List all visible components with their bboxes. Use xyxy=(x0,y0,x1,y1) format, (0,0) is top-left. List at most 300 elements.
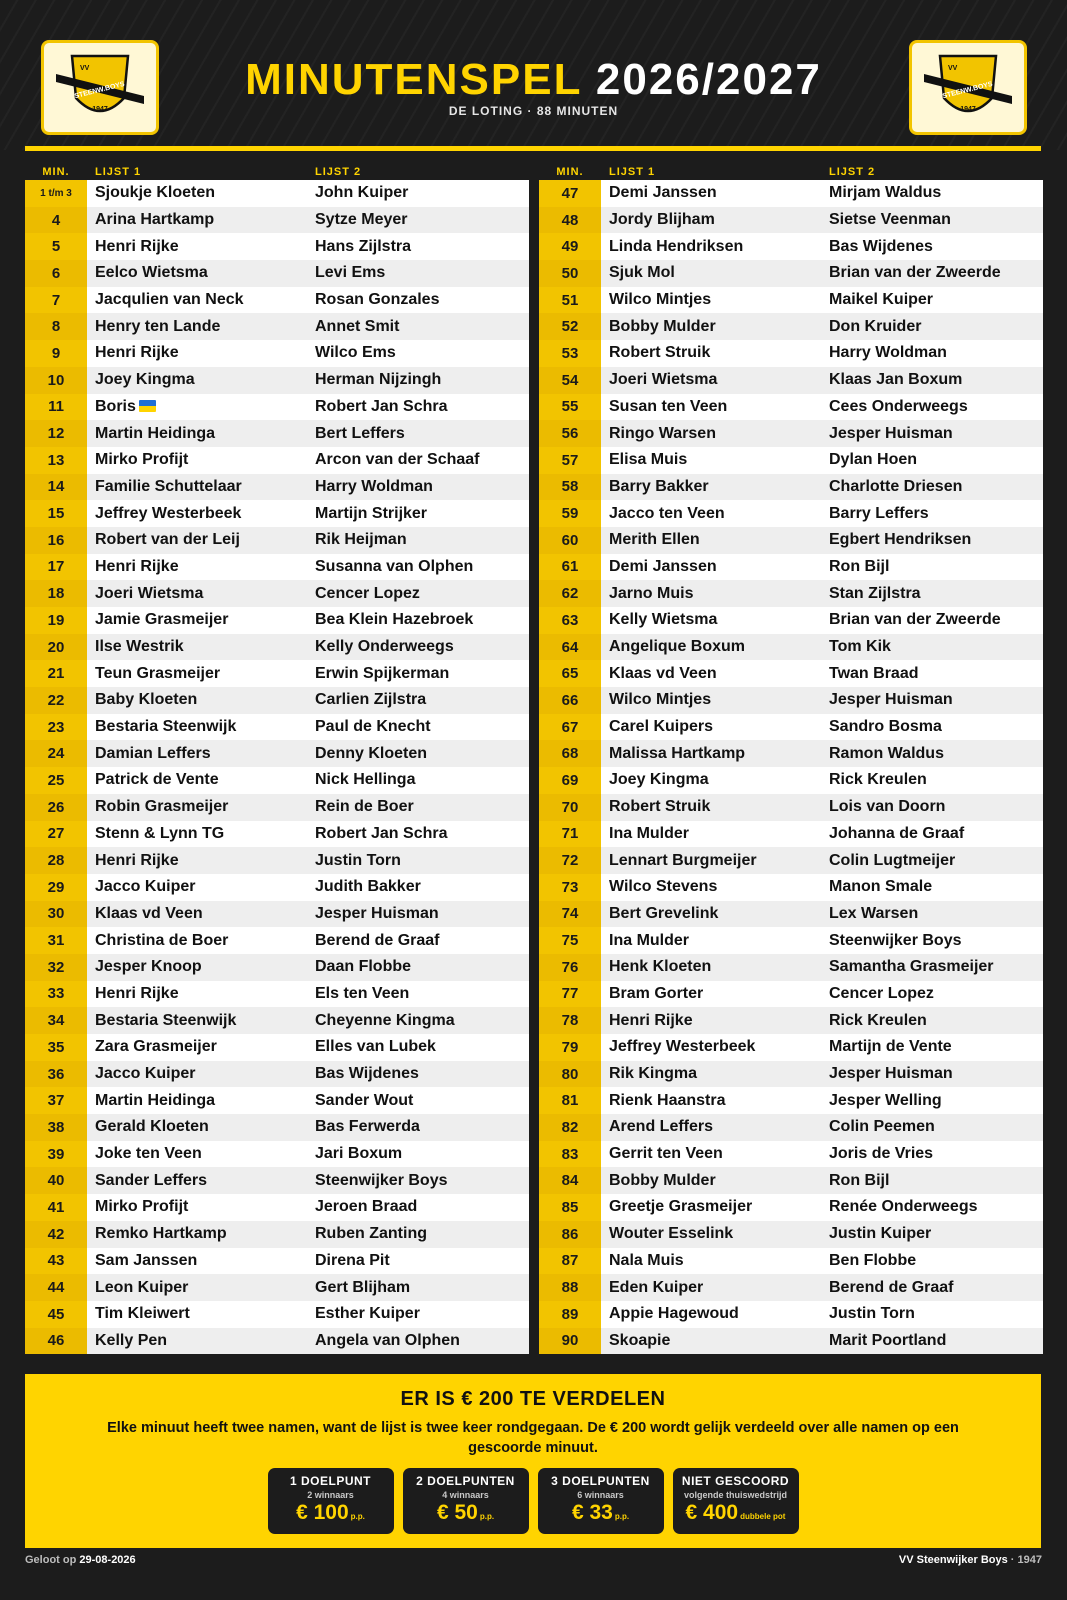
list1-name-text: Jarno Muis xyxy=(609,584,694,602)
prize-card-amount-wrap xyxy=(538,1501,664,1525)
list1-name xyxy=(87,318,307,336)
minute-cell: 45 xyxy=(25,1301,87,1328)
list1-name xyxy=(87,985,307,1003)
list1-name-text: Henry ten Lande xyxy=(95,317,221,335)
list2-name: Rick Kreulen xyxy=(829,771,927,789)
minute-cell: 27 xyxy=(25,821,87,848)
minute-cell: 6 xyxy=(25,260,87,287)
minute-cell: 32 xyxy=(25,954,87,981)
list1-name-text: Lennart Burgmeijer xyxy=(609,851,757,869)
table-row xyxy=(539,1007,1043,1034)
list2-name: Justin Torn xyxy=(829,1305,915,1323)
list2-name: Angela van Olphen xyxy=(315,1331,460,1349)
table-row xyxy=(25,1301,529,1328)
table-row xyxy=(25,207,529,234)
list2-name: Sietse Veenman xyxy=(829,211,951,229)
minute-cell: 90 xyxy=(539,1328,601,1355)
svg-text:1947: 1947 xyxy=(960,105,976,113)
list2-name: Brian van der Zweerde xyxy=(829,611,1001,629)
minute-cell: 89 xyxy=(539,1301,601,1328)
list1-name-text: Robert Struik xyxy=(609,798,711,816)
minute-cell: 39 xyxy=(25,1141,87,1168)
list2-name: Charlotte Driesen xyxy=(829,477,963,495)
list1-name-text: Henri Rijke xyxy=(95,237,179,255)
list1-name-text: Baby Kloeten xyxy=(95,691,198,709)
list1-name xyxy=(87,291,307,309)
list1-name xyxy=(601,958,821,976)
table-row xyxy=(539,1301,1043,1328)
list2-name: Gert Blijham xyxy=(315,1278,411,1296)
list2-name: Jesper Welling xyxy=(829,1091,942,1109)
list1-name xyxy=(601,184,821,202)
minute-cell: 54 xyxy=(539,367,601,394)
list1-name-text: Tim Kleiwert xyxy=(95,1305,190,1323)
list1-name xyxy=(87,825,307,843)
list1-name xyxy=(601,425,821,443)
list1-name xyxy=(87,425,307,443)
list2-name: Lois van Doorn xyxy=(829,798,946,816)
list2-name: Susanna van Olphen xyxy=(315,557,474,575)
list1-name xyxy=(87,718,307,736)
table-row xyxy=(25,927,529,954)
list1-name-text: Jacqulien van Neck xyxy=(95,291,244,309)
table-row xyxy=(539,634,1043,661)
list1-name xyxy=(87,344,307,362)
list2-name: Jesper Huisman xyxy=(315,904,439,922)
table-row xyxy=(539,660,1043,687)
list1-name-text: Nala Muis xyxy=(609,1251,684,1269)
prize-text: Elke minuut heeft twee namen, want de lijst is twee keer rondgegaan. De € 200 wordt gelijk verdeeld over alle namen op een gescoorde minuut. xyxy=(107,1420,959,1456)
table-row xyxy=(539,554,1043,581)
club-logo-right xyxy=(909,40,1027,135)
list1-name xyxy=(87,1012,307,1030)
list1-name xyxy=(601,691,821,709)
prize-card-note: p.p. xyxy=(614,1512,630,1521)
list1-name xyxy=(87,1305,307,1323)
list1-name xyxy=(601,1065,821,1083)
list1-name-text: Ina Mulder xyxy=(609,824,690,842)
list1-name xyxy=(87,1092,307,1110)
minute-cell: 56 xyxy=(539,420,601,447)
list1-name xyxy=(87,264,307,282)
minute-cell: 51 xyxy=(539,287,601,314)
list1-name-text: Damian Leffers xyxy=(95,744,211,762)
table-body xyxy=(539,180,1043,1356)
list1-name-text: Joeri Wietsma xyxy=(609,371,718,389)
table-row xyxy=(539,580,1043,607)
list2-name: Stan Zijlstra xyxy=(829,584,921,602)
minute-cell: 50 xyxy=(539,260,601,287)
header-list1: LIJST 1 xyxy=(95,166,142,178)
minute-cell: 70 xyxy=(539,794,601,821)
table-row xyxy=(25,580,529,607)
table-row xyxy=(539,714,1043,741)
table-row xyxy=(539,1141,1043,1168)
table-row xyxy=(539,420,1043,447)
list1-name-text: Kelly Pen xyxy=(95,1331,168,1349)
table-row xyxy=(25,287,529,314)
table-row xyxy=(539,901,1043,928)
list2-name: Els ten Veen xyxy=(315,984,410,1002)
list1-name xyxy=(601,1118,821,1136)
minute-cell: 59 xyxy=(539,500,601,527)
list1-name-text: Skoapie xyxy=(609,1331,671,1349)
table-row xyxy=(25,554,529,581)
title-season: 2026/2027 xyxy=(595,55,822,104)
minute-cell: 37 xyxy=(25,1087,87,1114)
list1-name-text: Gerald Kloeten xyxy=(95,1118,209,1136)
list1-name xyxy=(601,1225,821,1243)
list1-name xyxy=(87,1279,307,1297)
list1-name xyxy=(87,932,307,950)
list1-name-text: Jordy Blijham xyxy=(609,211,715,229)
list1-name xyxy=(601,238,821,256)
list1-name-text: Greetje Grasmeijer xyxy=(609,1198,753,1216)
list1-name-text: Gerrit ten Veen xyxy=(609,1145,723,1163)
minute-cell: 13 xyxy=(25,447,87,474)
prize-cards xyxy=(25,1468,1041,1534)
list1-name xyxy=(87,1118,307,1136)
table-row xyxy=(25,687,529,714)
list1-name xyxy=(601,798,821,816)
list1-name-text: Angelique Boxum xyxy=(609,638,746,656)
list1-name xyxy=(601,1198,821,1216)
table-row xyxy=(539,740,1043,767)
minute-cell: 85 xyxy=(539,1194,601,1221)
minute-cell: 75 xyxy=(539,927,601,954)
header-list1: LIJST 1 xyxy=(609,166,656,178)
list2-name: Herman Nijzingh xyxy=(315,371,442,389)
list1-name xyxy=(87,505,307,523)
minute-cell: 80 xyxy=(539,1061,601,1088)
table-header xyxy=(25,160,529,180)
list1-name xyxy=(601,985,821,1003)
list2-name: Annet Smit xyxy=(315,317,400,335)
header xyxy=(0,0,1067,150)
table-row xyxy=(539,954,1043,981)
list1-name-text: Henri Rijke xyxy=(95,851,179,869)
list1-name-text: Ilse Westrik xyxy=(95,638,184,656)
minute-cell: 64 xyxy=(539,634,601,661)
header-list2: LIJST 2 xyxy=(315,166,362,178)
table-row xyxy=(539,927,1043,954)
list2-name: Robert Jan Schra xyxy=(315,824,448,842)
list2-name: Sander Wout xyxy=(315,1091,414,1109)
list1-name xyxy=(601,1012,821,1030)
list2-name: Justin Torn xyxy=(315,851,401,869)
draw-table-right xyxy=(539,160,1043,1356)
list2-name: Bas Wijdenes xyxy=(315,1065,419,1083)
list2-name: Bert Leffers xyxy=(315,424,405,442)
table-row xyxy=(539,1194,1043,1221)
list1-name xyxy=(87,1145,307,1163)
list1-name-text: Henri Rijke xyxy=(609,1011,693,1029)
minute-cell: 86 xyxy=(539,1221,601,1248)
table-row xyxy=(539,394,1043,421)
list2-name: Steenwijker Boys xyxy=(315,1171,448,1189)
header-min: MIN. xyxy=(556,166,584,178)
list1-name-text: Elisa Muis xyxy=(609,451,688,469)
list1-name-text: Arend Leffers xyxy=(609,1118,714,1136)
list2-name: Carlien Zijlstra xyxy=(315,691,427,709)
minute-cell: 16 xyxy=(25,527,87,554)
table-row xyxy=(25,527,529,554)
minute-cell: 31 xyxy=(25,927,87,954)
table-row xyxy=(25,1274,529,1301)
minute-cell: 87 xyxy=(539,1248,601,1275)
list2-name: Martijn de Vente xyxy=(829,1038,952,1056)
table-row xyxy=(539,981,1043,1008)
minute-cell: 14 xyxy=(25,474,87,501)
list2-name: John Kuiper xyxy=(315,184,409,202)
list1-name xyxy=(87,531,307,549)
table-row xyxy=(25,500,529,527)
list1-name xyxy=(601,505,821,523)
list1-name-text: Bobby Mulder xyxy=(609,317,716,335)
list1-name xyxy=(87,451,307,469)
list1-name xyxy=(601,371,821,389)
list2-name: Harry Woldman xyxy=(829,344,947,362)
table-row xyxy=(539,1061,1043,1088)
minute-cell: 58 xyxy=(539,474,601,501)
minute-cell: 74 xyxy=(539,901,601,928)
table-row xyxy=(25,340,529,367)
list1-name xyxy=(601,905,821,923)
list2-name: Sytze Meyer xyxy=(315,211,408,229)
list1-name xyxy=(601,1305,821,1323)
minute-cell: 25 xyxy=(25,767,87,794)
minute-cell: 83 xyxy=(539,1141,601,1168)
table-row xyxy=(25,874,529,901)
table-row xyxy=(25,420,529,447)
minute-cell: 88 xyxy=(539,1274,601,1301)
minute-cell: 48 xyxy=(539,207,601,234)
list1-name-text: Jamie Grasmeijer xyxy=(95,611,229,629)
list1-name-text: Klaas vd Veen xyxy=(609,664,717,682)
minute-cell: 5 xyxy=(25,233,87,260)
svg-text:VV: VV xyxy=(948,64,958,72)
list1-name-text: Boris xyxy=(95,397,136,415)
prize-card xyxy=(538,1468,664,1534)
list1-name xyxy=(601,852,821,870)
table-row xyxy=(539,340,1043,367)
minute-cell: 35 xyxy=(25,1034,87,1061)
minute-cell: 79 xyxy=(539,1034,601,1061)
list2-name: Joris de Vries xyxy=(829,1145,934,1163)
table-row xyxy=(25,1167,529,1194)
list2-name: Twan Braad xyxy=(829,664,919,682)
list1-name-text: Demi Janssen xyxy=(609,184,717,202)
list1-name xyxy=(87,958,307,976)
list2-name: Ramon Waldus xyxy=(829,744,944,762)
table-row xyxy=(25,260,529,287)
list1-name-text: Henk Kloeten xyxy=(609,958,712,976)
list2-name: Elles van Lubek xyxy=(315,1038,436,1056)
list1-name xyxy=(87,184,307,202)
table-row xyxy=(539,1034,1043,1061)
list1-name-text: Bestaria Steenwijk xyxy=(95,718,237,736)
list2-name: Justin Kuiper xyxy=(829,1225,932,1243)
list2-name: Colin Lugtmeijer xyxy=(829,851,956,869)
list1-name xyxy=(601,1279,821,1297)
list2-name: Arcon van der Schaaf xyxy=(315,451,480,469)
minute-cell: 11 xyxy=(25,394,87,421)
list2-name: Martijn Strijker xyxy=(315,504,428,522)
list2-name: Rik Heijman xyxy=(315,531,407,549)
list1-name xyxy=(87,745,307,763)
minute-cell: 53 xyxy=(539,340,601,367)
table-row xyxy=(539,180,1043,207)
minute-cell: 57 xyxy=(539,447,601,474)
table-row xyxy=(539,287,1043,314)
list1-name xyxy=(87,1198,307,1216)
table-row xyxy=(25,474,529,501)
list2-name: Cees Onderweegs xyxy=(829,397,968,415)
prize-card-amount: € 100 xyxy=(296,1501,349,1524)
svg-text:STEENW.BOYS: STEENW.BOYS xyxy=(941,80,994,100)
list2-name: Denny Kloeten xyxy=(315,744,428,762)
draw-table-left xyxy=(25,160,529,1356)
list1-name-text: Jacco Kuiper xyxy=(95,1065,196,1083)
list1-name xyxy=(87,905,307,923)
list2-name: Berend de Graaf xyxy=(315,931,440,949)
minute-cell: 77 xyxy=(539,981,601,1008)
minute-cell: 66 xyxy=(539,687,601,714)
list2-name: Renée Onderweegs xyxy=(829,1198,978,1216)
list2-name: Direna Pit xyxy=(315,1251,390,1269)
prize-card-amount-wrap xyxy=(403,1501,529,1525)
list2-name: Maikel Kuiper xyxy=(829,291,934,309)
minute-cell: 38 xyxy=(25,1114,87,1141)
list1-name-text: Martin Heidinga xyxy=(95,424,216,442)
minute-cell: 21 xyxy=(25,660,87,687)
list2-name: Ruben Zanting xyxy=(315,1225,427,1243)
list1-name xyxy=(87,1252,307,1270)
prize-card xyxy=(268,1468,394,1534)
list2-name: Hans Zijlstra xyxy=(315,237,412,255)
list1-name-text: Wilco Mintjes xyxy=(609,291,712,309)
minute-cell: 44 xyxy=(25,1274,87,1301)
table-row xyxy=(539,500,1043,527)
prize-card xyxy=(673,1468,799,1534)
minute-cell: 69 xyxy=(539,767,601,794)
list1-name xyxy=(601,665,821,683)
svg-text:STEENW.BOYS: STEENW.BOYS xyxy=(73,80,126,100)
footer-draw-date xyxy=(25,1554,136,1566)
list2-name: Bea Klein Hazebroek xyxy=(315,611,474,629)
list2-name: Dylan Hoen xyxy=(829,451,918,469)
list1-name-text: Rik Kingma xyxy=(609,1065,698,1083)
table-row xyxy=(25,1141,529,1168)
list2-name: Tom Kik xyxy=(829,638,891,656)
table-row xyxy=(539,607,1043,634)
list1-name xyxy=(601,451,821,469)
list2-name: Cencer Lopez xyxy=(315,584,420,602)
list1-name-text: Jeffrey Westerbeek xyxy=(609,1038,756,1056)
shield-icon xyxy=(918,48,1018,128)
minute-cell: 62 xyxy=(539,580,601,607)
table-row xyxy=(539,527,1043,554)
minute-cell: 67 xyxy=(539,714,601,741)
footer-prefix: Geloot op xyxy=(25,1554,77,1566)
list1-name-text: Robert van der Leij xyxy=(95,531,240,549)
list1-name xyxy=(87,1065,307,1083)
minute-cell: 63 xyxy=(539,607,601,634)
minute-cell: 72 xyxy=(539,847,601,874)
prize-card-note: dubbele pot xyxy=(740,1512,786,1521)
list2-name: Johanna de Graaf xyxy=(829,824,965,842)
table-row xyxy=(539,474,1043,501)
minute-cell: 76 xyxy=(539,954,601,981)
list2-name: Ben Flobbe xyxy=(829,1251,917,1269)
table-row xyxy=(25,821,529,848)
table-row xyxy=(25,901,529,928)
list2-name: Ron Bijl xyxy=(829,557,890,575)
list1-name-text: Joey Kingma xyxy=(609,771,709,789)
table-row xyxy=(539,794,1043,821)
table-row xyxy=(539,1248,1043,1275)
list1-name-text: Eelco Wietsma xyxy=(95,264,208,282)
list2-name: Cencer Lopez xyxy=(829,984,934,1002)
list1-name-text: Bert Grevelink xyxy=(609,904,719,922)
list2-name: Kelly Onderweegs xyxy=(315,638,454,656)
list1-name-text: Appie Hagewoud xyxy=(609,1305,739,1323)
table-row xyxy=(25,1114,529,1141)
header-min: MIN. xyxy=(42,166,70,178)
list2-name: Jesper Huisman xyxy=(829,424,953,442)
list1-name-text: Malissa Hartkamp xyxy=(609,744,746,762)
minute-cell: 23 xyxy=(25,714,87,741)
svg-text:VV: VV xyxy=(80,64,90,72)
list1-name-text: Henri Rijke xyxy=(95,984,179,1002)
list1-name xyxy=(601,1092,821,1110)
list2-name: Bas Wijdenes xyxy=(829,237,933,255)
table-header xyxy=(539,160,1043,180)
table-row xyxy=(25,367,529,394)
list1-name-text: Jesper Knoop xyxy=(95,958,202,976)
minute-cell: 9 xyxy=(25,340,87,367)
prize-card-amount-wrap xyxy=(673,1501,799,1525)
prize-panel xyxy=(25,1374,1041,1548)
list2-name: Egbert Hendriksen xyxy=(829,531,972,549)
table-row xyxy=(539,1087,1043,1114)
minute-cell: 60 xyxy=(539,527,601,554)
list2-name: Nick Hellinga xyxy=(315,771,416,789)
table-row xyxy=(25,313,529,340)
list2-name: Berend de Graaf xyxy=(829,1278,954,1296)
list1-name xyxy=(87,1332,307,1350)
minute-cell: 4 xyxy=(25,207,87,234)
prize-card-title: 2 DOELPUNTEN xyxy=(416,1474,515,1488)
list1-name-text: Rienk Haanstra xyxy=(609,1091,726,1109)
list1-name xyxy=(601,264,821,282)
list2-name: Jesper Huisman xyxy=(829,691,953,709)
list2-name: Rein de Boer xyxy=(315,798,414,816)
table-row xyxy=(25,954,529,981)
list1-name xyxy=(87,638,307,656)
minute-cell: 41 xyxy=(25,1194,87,1221)
list1-name-text: Robin Grasmeijer xyxy=(95,798,229,816)
list1-name-text: Zara Grasmeijer xyxy=(95,1038,217,1056)
table-row xyxy=(25,847,529,874)
minute-cell: 7 xyxy=(25,287,87,314)
table-row xyxy=(25,607,529,634)
list1-name-text: Remko Hartkamp xyxy=(95,1225,227,1243)
minute-cell: 43 xyxy=(25,1248,87,1275)
list1-name xyxy=(601,1145,821,1163)
minute-cell: 15 xyxy=(25,500,87,527)
table-row xyxy=(539,874,1043,901)
